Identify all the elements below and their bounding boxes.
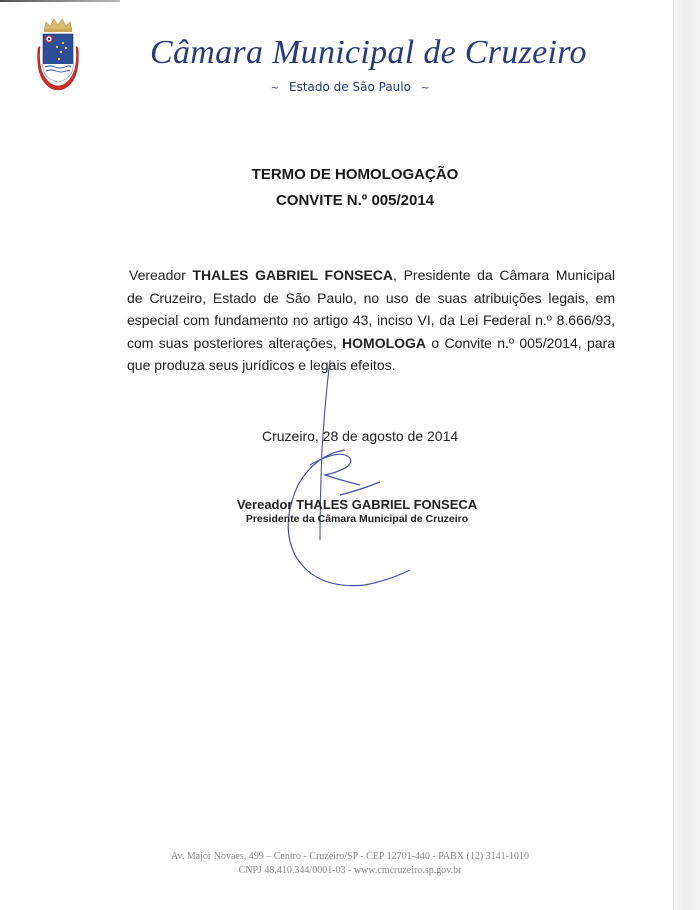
body-name: THALES GABRIEL FONSECA	[192, 267, 394, 283]
signatory-name: Vereador THALES GABRIEL FONSECA	[236, 497, 478, 512]
organization-subtitle	[0, 80, 700, 94]
document-title: TERMO DE HOMOLOGAÇÃO	[251, 166, 459, 183]
document-subtitle: CONVITE N.º 005/2014	[275, 192, 435, 209]
body-part-2: , Presidente da Câmara Municipal de Cruzeiro, Estado de São Paulo, no uso de suas atribuições legais, em especial com fundamento no artigo 43, inciso VI, da Lei Federal n.º 8.666/93, com suas posteriores alterações,	[127, 267, 615, 351]
date-line: Cruzeiro, 28 de agosto de 2014	[262, 428, 459, 444]
footer-address: Av. Major Novaes, 499 – Centro - Cruzeiro/SP - CEP 12701-440 - PABX (12) 3141-1010	[170, 851, 530, 862]
scan-edge-shadow	[0, 0, 120, 2]
body-part-1: Vereador	[129, 267, 193, 283]
signatory-role: Presidente da Câmara Municipal de Cruzeiro	[245, 513, 469, 525]
handwritten-signature	[270, 340, 430, 600]
scan-right-margin	[673, 0, 700, 910]
ornament-right: ~	[420, 83, 430, 94]
organization-title: Câmara Municipal de Cruzeiro	[150, 34, 587, 71]
body-action: HOMOLOGA	[342, 334, 427, 351]
footer-contact: CNPJ 48.410.344/0001-03 - www.cmcruzeiro.sp.gov.br	[238, 865, 462, 876]
body-part-3: o Convite n.º 005/2014, para que produza seus jurídicos e legais efeitos.	[127, 334, 615, 373]
ornament-left: ~	[270, 83, 280, 94]
footer	[0, 850, 700, 878]
state-name: Estado de São Paulo	[289, 80, 411, 94]
